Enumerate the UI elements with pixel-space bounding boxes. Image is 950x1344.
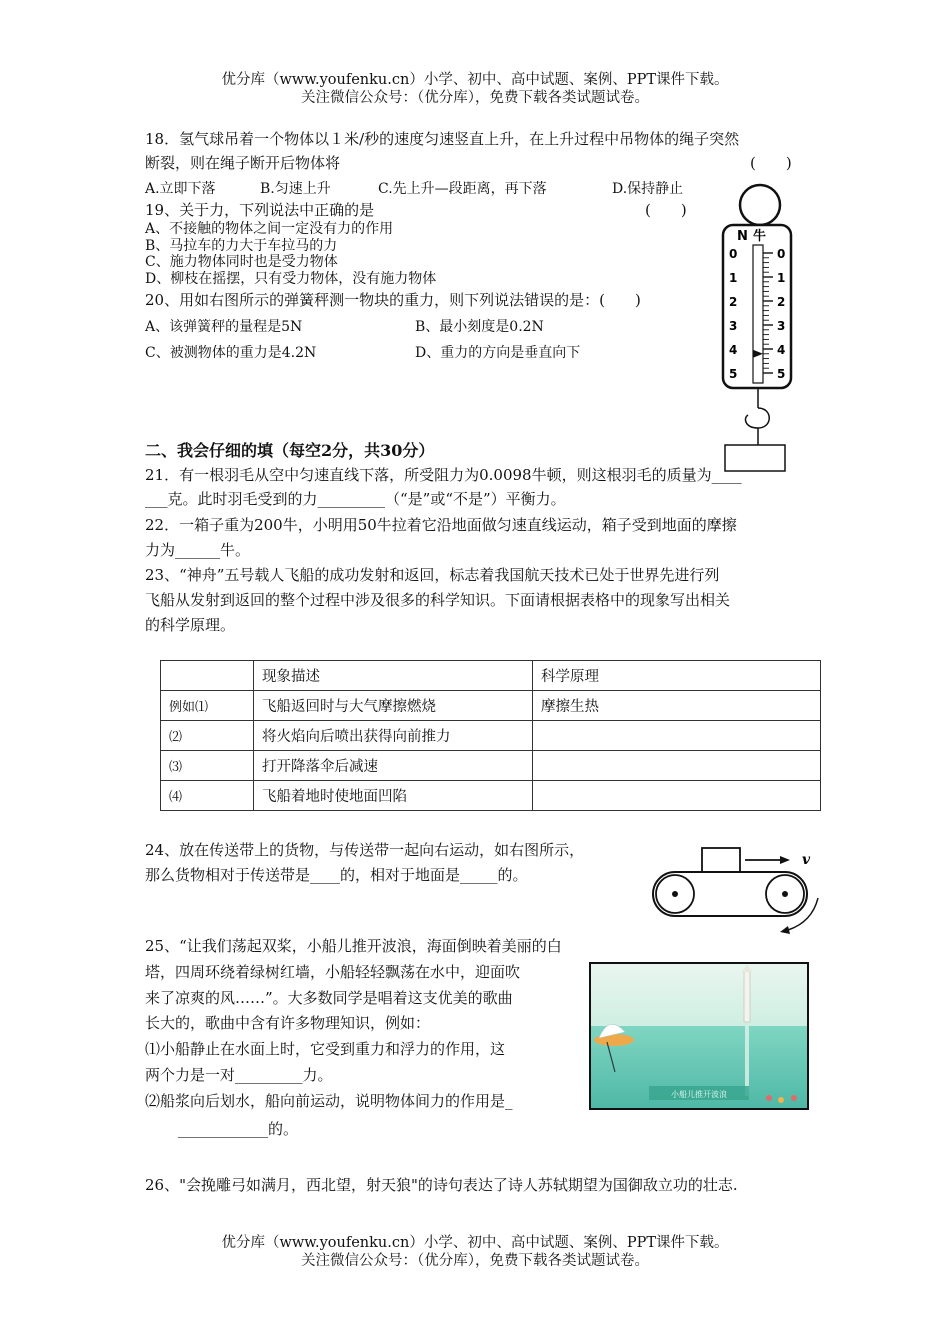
table-header-cell xyxy=(161,661,254,691)
white-pagoda xyxy=(744,970,750,1022)
q26-line1: 26、"会挽雕弓如满月，西北望，射天狼"的诗句表达了诗人苏轼期望为国御敌立功的壮志. xyxy=(145,1176,738,1194)
q20-option-b: B、最小刻度是0.2N xyxy=(415,319,544,335)
velocity-label: v xyxy=(802,852,811,868)
q19-bracket: ( ) xyxy=(645,201,687,219)
scale-tick-label-left: 3 xyxy=(729,319,738,333)
q20-option-c: C、被测物体的重力是4.2N xyxy=(145,345,317,361)
spring-scale-figure xyxy=(715,183,805,473)
q20-option-d: D、重力的方向是垂直向下 xyxy=(415,345,581,361)
left-roller-axle xyxy=(672,891,678,897)
q25-line5: ⑴小船静止在水面上时，它受到重力和浮力的作用，这 xyxy=(145,1040,506,1058)
scale-tick-label-right: 1 xyxy=(777,271,786,285)
q25-line8: ____________的。 xyxy=(178,1120,299,1138)
scale-hook xyxy=(745,408,769,428)
q19-stem: 19、关于力，下列说法中正确的是 xyxy=(145,201,375,219)
table-header-row xyxy=(161,661,821,691)
page-header-line1: 优分库（www.youfenku.cn）小学、初中、高中试题、案例、PPT课件下载。 xyxy=(221,72,729,88)
q18-option-b: B.匀速上升 xyxy=(260,181,331,197)
table-header-cell: 科学原理 xyxy=(533,661,821,691)
table-header-cell: 现象描述 xyxy=(254,661,533,691)
table-cell xyxy=(533,751,821,781)
table-cell xyxy=(533,721,821,751)
q21-line2: ___克。此时羽毛受到的力_________（“是”或“不是”）平衡力。 xyxy=(145,490,566,508)
scale-tick-label-left: 2 xyxy=(729,295,738,309)
table-cell: 打开降落伞后减速 xyxy=(254,751,533,781)
q22-line2: 力为______牛。 xyxy=(145,541,251,559)
q22-line1: 22．一箱子重为200牛，小明用50牛拉着它沿地面做匀速直线运动，箱子受到地面的摩擦 xyxy=(145,516,737,534)
table-cell: 飞船着地时使地面凹陷 xyxy=(254,781,533,811)
q23-line1: 23、“神舟”五号载人飞船的成功发射和返回，标志着我国航天技术已处于世界先进行列 xyxy=(145,566,720,584)
table-row xyxy=(161,751,821,781)
table-row xyxy=(161,781,821,811)
table-cell xyxy=(533,781,821,811)
scale-tick-label-right: 5 xyxy=(777,367,786,381)
q25-line3: 来了凉爽的风……”。大多数同学是唱着这支优美的歌曲 xyxy=(145,989,513,1007)
table-cell: ⑷ xyxy=(161,781,254,811)
scale-tick-label-left: 1 xyxy=(729,271,738,285)
flower xyxy=(766,1095,772,1101)
q25-line6: 两个力是一对_________力。 xyxy=(145,1066,333,1084)
scale-tick-label-right: 2 xyxy=(777,295,786,309)
scale-tick-label-left: 0 xyxy=(729,247,738,261)
q20-stem: 20、用如右图所示的弹簧秤测一物块的重力，则下列说法错误的是：( ) xyxy=(145,291,641,309)
page-footer-line1: 优分库（www.youfenku.cn）小学、初中、高中试题、案例、PPT课件下载。 xyxy=(221,1235,729,1251)
q19-option-c: C、施力物体同时也是受力物体 xyxy=(145,254,338,270)
table-row xyxy=(161,691,821,721)
scale-tick-label-left: 4 xyxy=(729,343,738,357)
q18-option-d: D.保持静止 xyxy=(612,181,684,197)
q25-line7: ⑵船浆向后划水，船向前运动，说明物体间力的作用是_ xyxy=(145,1092,513,1110)
scale-slot xyxy=(753,245,763,383)
q25-line4: 长大的，歌曲中含有许多物理知识，例如： xyxy=(145,1014,431,1032)
q21-line1: 21．有一根羽毛从空中匀速直线下落，所受阻力为0.0098牛顿，则这根羽毛的质量为____ xyxy=(145,466,742,484)
scale-unit-n: N xyxy=(737,229,748,244)
cargo-box xyxy=(702,848,740,872)
q25-line1: 25、“让我们荡起双桨，小船儿推开波浪，海面倒映着美丽的白 xyxy=(145,937,562,955)
q23-line2: 飞船从发射到返回的整个过程中涉及很多的科学知识。下面请根据表格中的现象写出相关 xyxy=(145,591,731,609)
image-caption: 小船儿推开波浪 xyxy=(671,1090,727,1099)
scale-tick-label-right: 4 xyxy=(777,343,786,357)
table-cell: ⑵ xyxy=(161,721,254,751)
table-cell: 摩擦生热 xyxy=(533,691,821,721)
scale-tick-label-right: 3 xyxy=(777,319,786,333)
scale-tick-label-left: 5 xyxy=(729,367,738,381)
q18-option-c: C.先上升—段距离，再下落 xyxy=(378,181,547,197)
q18-option-a: A.立即下落 xyxy=(145,181,216,197)
table-row xyxy=(161,721,821,751)
right-roller-axle xyxy=(782,891,788,897)
flower xyxy=(791,1095,797,1101)
q19-option-a: A、不接触的物体之间一定没有力的作用 xyxy=(145,221,394,237)
rotation-arrowhead xyxy=(780,926,790,934)
page-footer-line2: 关注微信公众号：（优分库），免费下载各类试题试卷。 xyxy=(301,1253,649,1269)
q23-table xyxy=(160,660,821,811)
q24-line2: 那么货物相对于传送带是____的，相对于地面是_____的。 xyxy=(145,866,528,884)
table-cell: 飞船返回时与大气摩擦燃烧 xyxy=(254,691,533,721)
scale-tick-label-right: 0 xyxy=(777,247,786,261)
q19-option-d: D、柳枝在摇摆，只有受力物体，没有施力物体 xyxy=(145,271,437,287)
q19-option-b: B、马拉车的力大于车拉马的力 xyxy=(145,238,338,254)
page-header-line2: 关注微信公众号：（优分库），免费下载各类试题试卷。 xyxy=(301,90,649,106)
pagoda-reflection xyxy=(745,1026,749,1096)
q18-line1: 18．氢气球吊着一个物体以１米/秒的速度匀速竖直上升，在上升过程中吊物体的绳子突然 xyxy=(145,130,740,148)
table-cell: 将火焰向后喷出获得向前推力 xyxy=(254,721,533,751)
scale-unit-niu: 牛 xyxy=(753,229,767,244)
section2-title: 二、我会仔细的填（每空2分，共30分） xyxy=(145,441,435,460)
conveyor-belt-figure xyxy=(640,840,830,940)
scale-ring xyxy=(740,185,780,225)
q24-line1: 24、放在传送带上的货物，与传送带一起向右运动，如右图所示， xyxy=(145,841,585,859)
boat-song-image xyxy=(589,962,809,1110)
sky xyxy=(591,964,807,1026)
table-cell: ⑶ xyxy=(161,751,254,781)
flower xyxy=(778,1097,784,1103)
q23-line3: 的科学原理。 xyxy=(145,616,236,634)
table-cell: 例如⑴ xyxy=(161,691,254,721)
q20-option-a: A、该弹簧秤的量程是5N xyxy=(145,319,303,335)
q18-line2: 断裂，则在绳子断开后物体将 xyxy=(145,154,341,172)
velocity-arrowhead xyxy=(780,856,790,864)
q18-bracket: ( ) xyxy=(750,154,792,172)
q25-line2: 塔，四周环绕着绿树红墙，小船轻轻飘荡在水中，迎面吹 xyxy=(145,963,521,981)
